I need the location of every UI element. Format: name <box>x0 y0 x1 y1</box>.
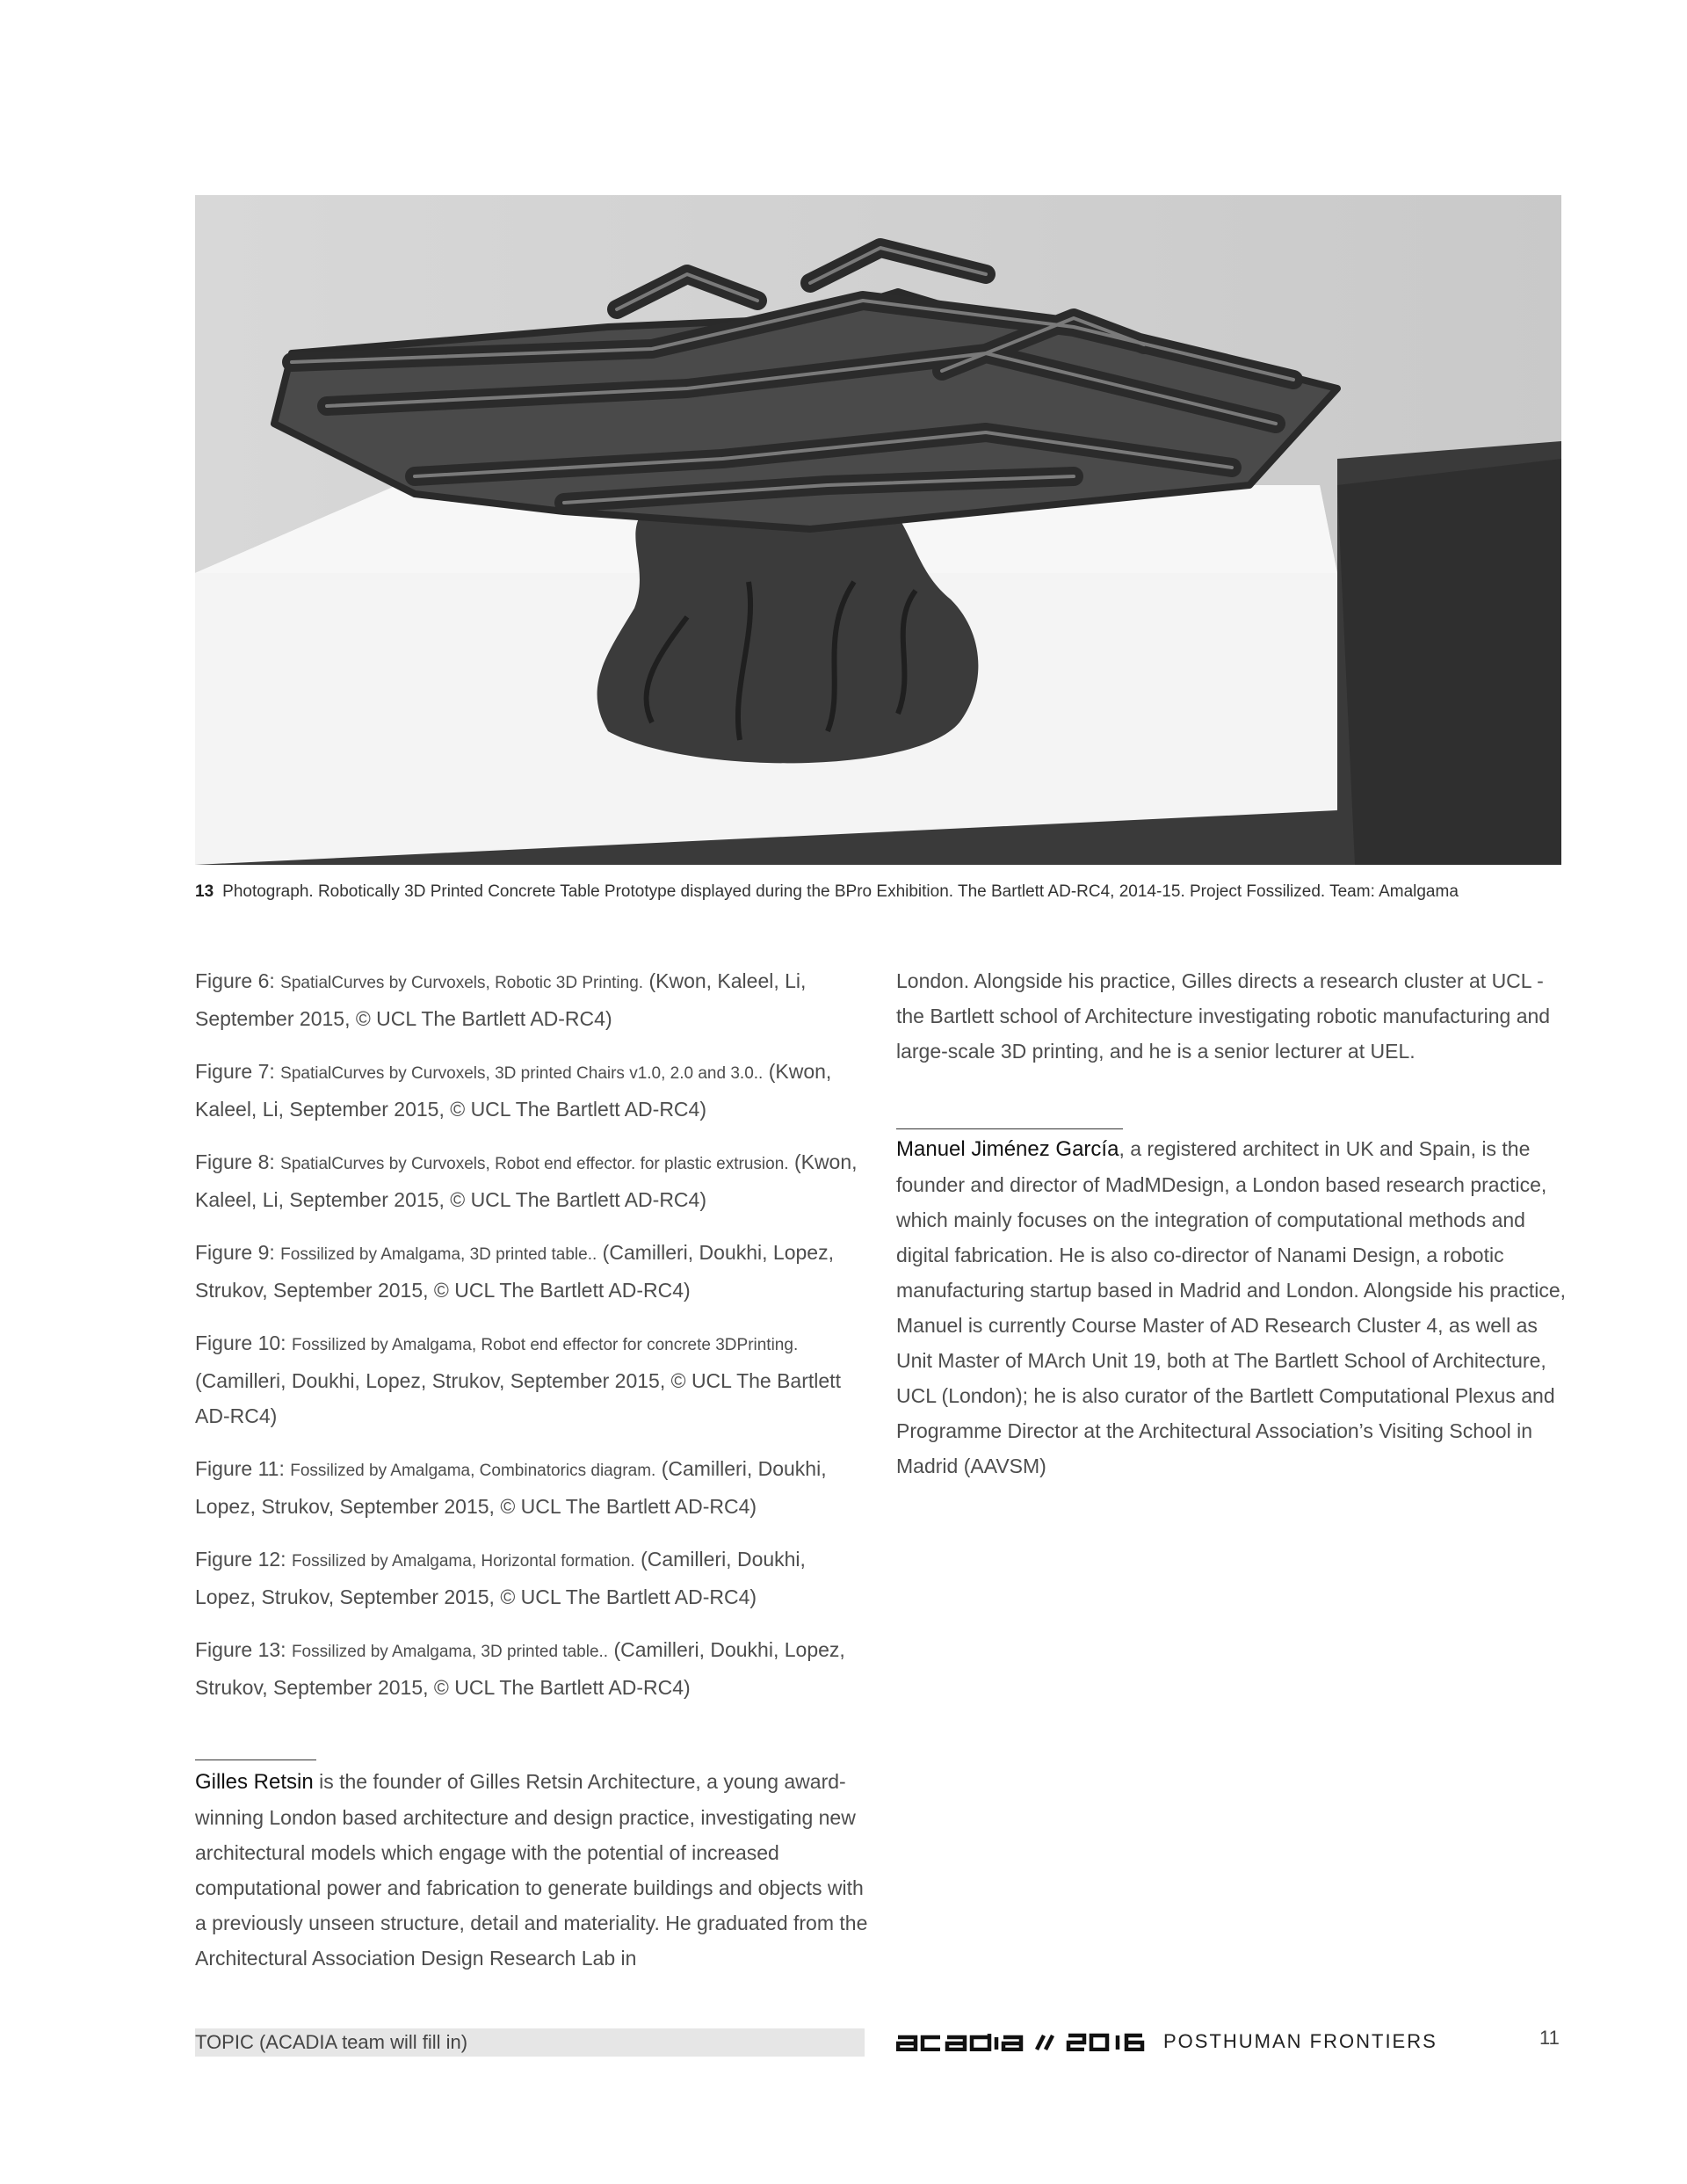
bio-text: is the founder of Gilles Retsin Architecture, a young award-winning London based architecture and design practice, investigating new architectural models which engage with the potential of increased computational power and fabrication to generate buildings and objects with a previously unseen structure, detail and materiality. He graduated from the Architectural Association Design Research Lab in <box>195 1770 868 1970</box>
page-number: 11 <box>1539 2027 1560 2049</box>
figure-reference-title: SpatialCurves by Curvoxels, Robot end effector. for plastic extrusion. <box>280 1155 789 1173</box>
bio-text: , a registered architect in UK and Spain, is the founder and director of MadMDesign, a London based research practice, which mainly focuses on the integration of computational methods and digital fabrication. He is also co-director of Nanami Design, a robotic manufacturing startup based in Madrid and London. Alongside his practice, Manuel is currently Course Master of AD Research Cluster 4, as well as Unit Master of MArch Unit 19, both at The Bartlett School of Architecture, UCL (London); he is also curator of the Bartlett Computational Plexus and Programme Director at the Architectural Association’s Visiting School in Madrid (AAVSM) <box>896 1137 1567 1477</box>
figure-reference-credit: (Camilleri, Doukhi, Lopez, Strukov, September 2015, © UCL The Bartlett AD-RC4) <box>195 1548 806 1608</box>
figure-reference-credit: (Kwon, Kaleel, Li, September 2015, © UCL The Bartlett AD-RC4) <box>195 969 807 1030</box>
figure-reference-label: Figure 7: <box>195 1060 275 1083</box>
footer-topic: TOPIC (ACADIA team will fill in) <box>195 2028 865 2057</box>
figure-reference-label: Figure 12: <box>195 1548 286 1571</box>
figure-reference-title: SpatialCurves by Curvoxels, 3D printed Chairs v1.0, 2.0 and 3.0.. <box>280 1064 764 1083</box>
table-photo-illustration <box>195 195 1561 865</box>
bio-name: Gilles Retsin <box>195 1770 314 1794</box>
figure-reference-label: Figure 11: <box>195 1457 285 1480</box>
figure-reference-credit: (Camilleri, Doukhi, Lopez, Strukov, September 2015, © UCL The Bartlett AD-RC4) <box>195 1638 845 1699</box>
figure-reference-label: Figure 13: <box>195 1638 286 1661</box>
figure-reference-label: Figure 9: <box>195 1241 275 1264</box>
bio-gilles-retsin-continued <box>896 963 1573 1069</box>
figure-reference-title: Fossilized by Amalgama, 3D printed table.. <box>280 1245 597 1264</box>
figure-reference <box>195 1235 872 1308</box>
figure-reference <box>195 963 872 1036</box>
acadia-2016-logo <box>896 2032 1151 2051</box>
figure-reference-credit: (Camilleri, Doukhi, Lopez, Strukov, September 2015, © UCL The Bartlett AD-RC4) <box>195 1457 827 1518</box>
left-column <box>195 963 872 1976</box>
figure-reference-title: Fossilized by Amalgama, 3D printed table.. <box>291 1643 609 1661</box>
bio-manuel-jimenez-garcia <box>896 1131 1573 1484</box>
figure-reference-label: Figure 6: <box>195 969 275 992</box>
figure-reference-label: Figure 8: <box>195 1150 275 1173</box>
footer-tagline: POSTHUMAN FRONTIERS <box>1163 2030 1437 2052</box>
figure-reference-credit: (Camilleri, Doukhi, Lopez, Strukov, September 2015, © UCL The Bartlett AD-RC4) <box>195 1241 834 1302</box>
bio-name: Manuel Jiménez García <box>896 1137 1119 1161</box>
figure-reference-title: Fossilized by Amalgama, Robot end effector for concrete 3DPrinting. <box>291 1336 799 1354</box>
figure-reference-title: SpatialCurves by Curvoxels, Robotic 3D Printing. <box>280 974 644 992</box>
figure-reference <box>195 1325 872 1433</box>
figure-reference <box>195 1144 872 1217</box>
bio-text: London. Alongside his practice, Gilles directs a research cluster at UCL - the Bartlett school of Architecture investigating robotic manufacturing and large-scale 3D printing, and he is a senior lecturer at UEL. <box>896 969 1551 1063</box>
bio-divider <box>896 1128 1123 1129</box>
figure-reference <box>195 1632 872 1705</box>
figure-13-photograph <box>195 195 1561 865</box>
figure-reference <box>195 1542 872 1614</box>
right-column <box>896 963 1573 1484</box>
footer-brand <box>896 2027 1437 2057</box>
figure-reference-label: Figure 10: <box>195 1331 286 1354</box>
figure-number: 13 <box>195 882 214 901</box>
figure-reference-credit: (Kwon, Kaleel, Li, September 2015, © UCL The Bartlett AD-RC4) <box>195 1060 832 1121</box>
figure-reference-title: Fossilized by Amalgama, Combinatorics diagram. <box>290 1462 656 1480</box>
figure-reference <box>195 1054 872 1127</box>
figure-reference <box>195 1451 872 1524</box>
figure-reference-credit: (Camilleri, Doukhi, Lopez, Strukov, September 2015, © UCL The Bartlett AD-RC4) <box>195 1369 841 1427</box>
figure-reference-credit: (Kwon, Kaleel, Li, September 2015, © UCL The Bartlett AD-RC4) <box>195 1150 858 1211</box>
figure-reference-title: Fossilized by Amalgama, Horizontal formation. <box>291 1552 635 1571</box>
figure-caption-text: Photograph. Robotically 3D Printed Concrete Table Prototype displayed during the BPro Exhibition. The Bartlett AD-RC4, 2014-15. Project Fossilized. Team: Amalgama <box>222 882 1459 901</box>
figure-caption <box>195 882 1566 902</box>
bio-gilles-retsin <box>195 1764 872 1976</box>
